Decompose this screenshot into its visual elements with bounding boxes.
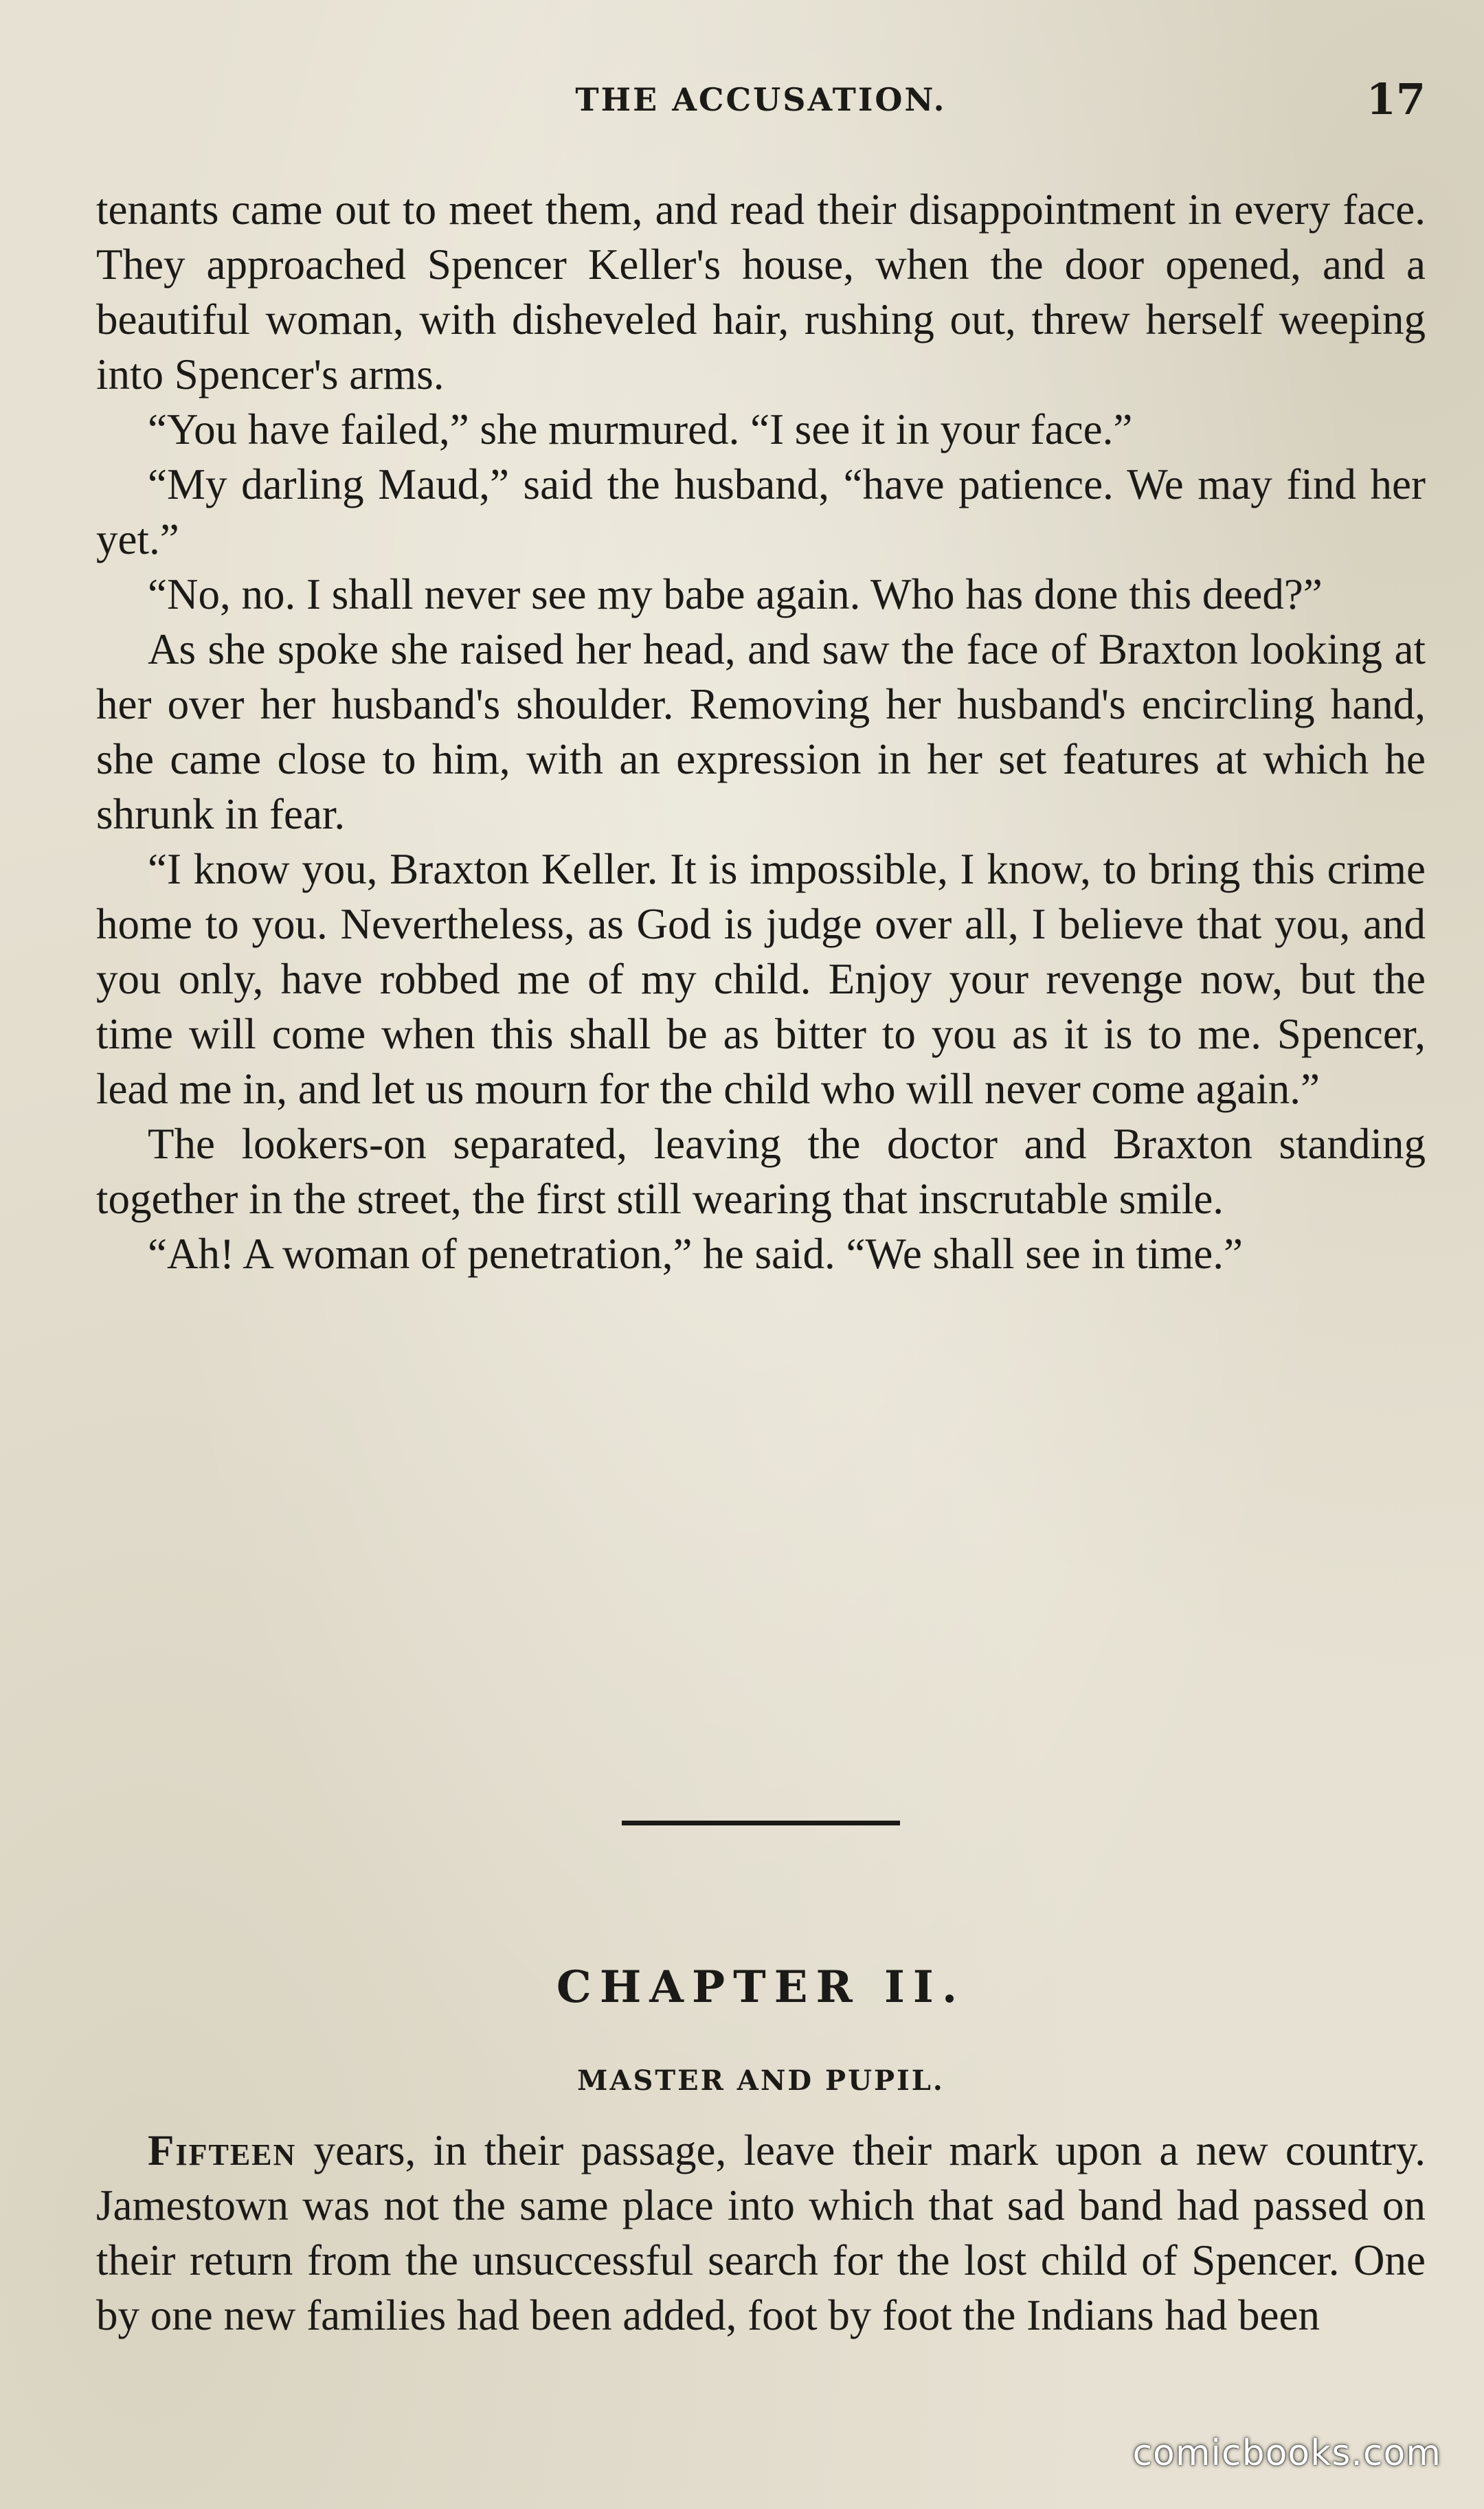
paragraph: “No, no. I shall never see my babe again. Who has done this deed?”: [148, 570, 1323, 618]
running-head: [96, 74, 1426, 136]
chapter-opening-paragraph: [96, 2123, 1426, 2343]
paragraph: The lookers-on separated, leaving the doctor and Braxton standing together in the street, the first still wearing that inscrutable smile.: [96, 1120, 1426, 1223]
running-title: THE ACCUSATION.: [575, 81, 947, 118]
paragraph: “I know you, Braxton Keller. It is impossible, I know, to bring this crime home to you. Nevertheless, as God is judge over all, I believe that you, and you only, have robbed me of my child. Enjoy your revenge now, but the time will come when this shall be as bitter to you as it is to me. Spencer, lead me in, and let us mourn for the child who will never come again.”: [96, 845, 1426, 1113]
chapter-lead-word: Fifteen: [148, 2126, 297, 2174]
body-text: [96, 182, 1426, 1281]
paragraph: “You have failed,” she murmured. “I see it in your face.”: [148, 405, 1133, 453]
watermark: comicbooks.com: [1132, 2433, 1441, 2474]
chapter-heading: CHAPTER II.: [556, 1961, 966, 2013]
paragraph: “Ah! A woman of penetration,” he said. “We shall see in time.”: [148, 1230, 1243, 1278]
paragraph: As she spoke she raised her head, and saw the face of Braxton looking at her over her husband's shoulder. Removing her husband's encircling hand, she came close to him, with an expression in her set features at which he shrunk in fear.: [96, 625, 1426, 838]
paragraph: tenants came out to meet them, and read their disappointment in every face. They approached Spencer Keller's house, when the door opened, and a beautiful woman, with disheveled hair, rushing out, threw herself weeping into Spencer's arms.: [96, 185, 1426, 398]
section-divider: [622, 1821, 900, 1825]
chapter-subheading: MASTER AND PUPIL.: [577, 2064, 945, 2097]
page-number: 17: [1366, 74, 1426, 124]
chapter-body: [96, 2123, 1426, 2343]
paragraph: “My darling Maud,” said the husband, “have patience. We may find her yet.”: [96, 460, 1426, 563]
chapter-opening-text: years, in their passage, leave their mark upon a new country. Jamestown was not the same place into which that sad band had passed on their return from the unsuccessful search for the lost child of Spencer. One by one new families had been added, foot by foot the Indians had been: [96, 2126, 1426, 2339]
